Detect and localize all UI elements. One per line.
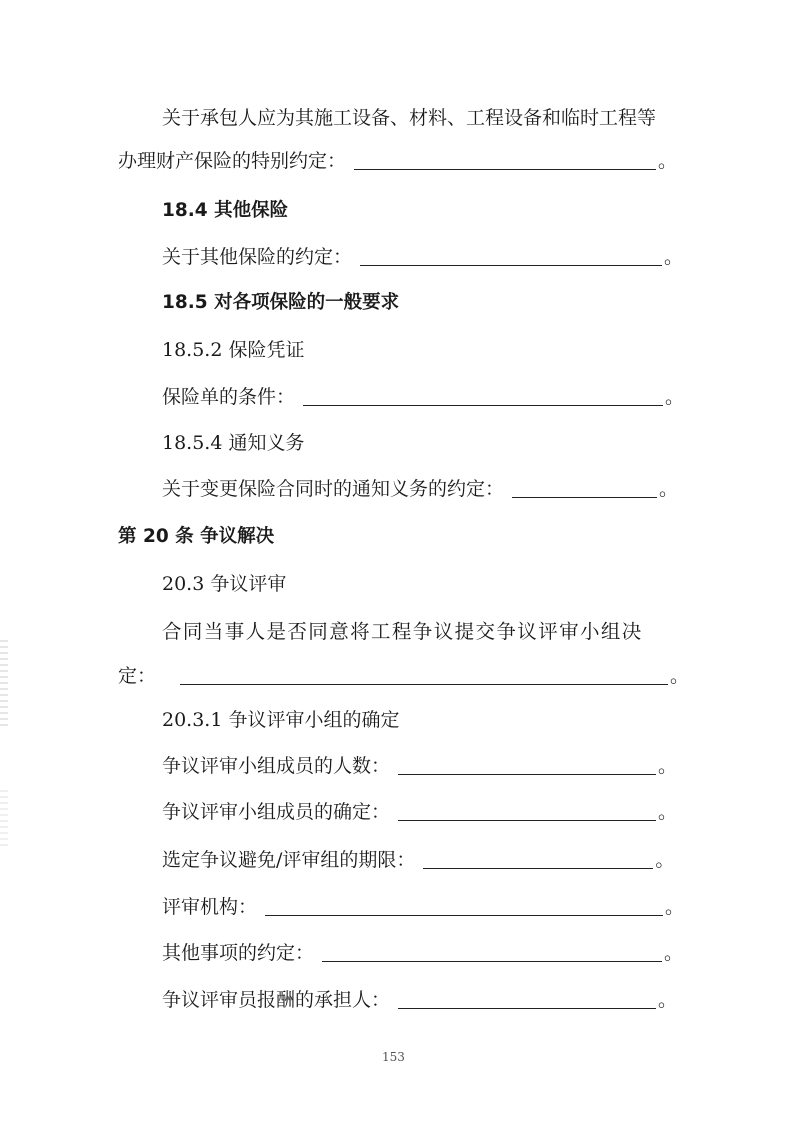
fill-in-blank[interactable]: [512, 477, 657, 498]
reviewer-fee-bearer-field: [162, 980, 677, 1016]
field-label: 办理财产保险的特别约定：: [118, 149, 347, 172]
fill-in-blank[interactable]: [360, 245, 662, 266]
fill-in-blank[interactable]: [180, 664, 668, 685]
notification-duty-field: [162, 469, 678, 505]
line-end-period: 。: [664, 941, 684, 964]
line-end-period: 。: [658, 800, 678, 823]
heading-text: 18.4 其他保险: [162, 200, 289, 221]
fill-in-blank[interactable]: [303, 385, 663, 406]
fill-in-blank[interactable]: [423, 848, 653, 869]
paragraph-line: [162, 612, 643, 648]
field-label: 争议评审小组成员的人数：: [162, 754, 391, 777]
line-end-period: 。: [658, 988, 678, 1011]
heading-text: 18.5.2 保险凭证: [162, 338, 305, 361]
fill-in-blank[interactable]: [398, 754, 656, 775]
fill-in-blank[interactable]: [398, 988, 656, 1009]
fill-in-blank[interactable]: [354, 149, 656, 170]
fill-in-blank[interactable]: [398, 800, 656, 821]
line-end-period: 。: [665, 385, 685, 408]
subsection-heading-18-5-2: [162, 330, 304, 366]
heading-text: 20.3 争议评审: [162, 572, 287, 595]
section-heading-18-4: [162, 191, 288, 227]
field-label: 评审机构：: [162, 895, 258, 918]
scan-edge-noise: [0, 640, 8, 730]
other-insurance-field: [162, 237, 683, 273]
field-label: 关于变更保险合同时的通知义务的约定：: [162, 477, 505, 500]
page-number: 153: [382, 1050, 405, 1064]
heading-text: 第 20 条 争议解决: [118, 526, 275, 547]
property-insurance-field: [118, 141, 677, 177]
line-end-period: 。: [664, 245, 684, 268]
dispute-review-consent-field: [118, 656, 689, 692]
heading-text: 18.5 对各项保险的一般要求: [162, 292, 400, 313]
line-end-period: 。: [658, 149, 678, 172]
review-institution-field: [162, 887, 684, 923]
fill-in-blank[interactable]: [322, 941, 662, 962]
section-heading-18-5: [162, 283, 399, 319]
field-label: 关于其他保险的约定：: [162, 245, 353, 268]
subsection-heading-20-3: [162, 564, 286, 600]
scan-edge-noise: [0, 790, 8, 850]
field-label: 争议评审小组成员的确定：: [162, 800, 391, 823]
field-label: 保险单的条件：: [162, 385, 296, 408]
heading-text: 20.3.1 争议评审小组的确定: [162, 708, 400, 731]
heading-text: 18.5.4 通知义务: [162, 431, 305, 454]
line-text: 合同当事人是否同意将工程争议提交争议评审小组决: [162, 620, 643, 643]
panel-member-selection-field: [162, 792, 677, 828]
panel-member-count-field: [162, 746, 677, 782]
line-end-period: 。: [658, 754, 678, 777]
field-label: 选定争议避免/评审组的期限：: [162, 848, 416, 871]
field-label: 争议评审员报酬的承担人：: [162, 988, 391, 1011]
line-end-period: 。: [659, 477, 679, 500]
subsection-heading-18-5-4: [162, 423, 304, 459]
field-label: 其他事项的约定：: [162, 941, 315, 964]
selection-deadline-field: [162, 840, 674, 876]
paragraph-line: [162, 98, 656, 134]
line-end-period: 。: [665, 895, 685, 918]
subsection-heading-20-3-1: [162, 700, 399, 736]
article-heading-20: [118, 517, 274, 553]
field-label: 定：: [118, 664, 157, 687]
line-text: 关于承包人应为其施工设备、材料、工程设备和临时工程等: [162, 106, 657, 129]
line-end-period: 。: [655, 848, 675, 871]
other-matters-field: [162, 933, 683, 969]
line-end-period: 。: [670, 664, 690, 687]
policy-conditions-field: [162, 377, 684, 413]
fill-in-blank[interactable]: [265, 895, 663, 916]
